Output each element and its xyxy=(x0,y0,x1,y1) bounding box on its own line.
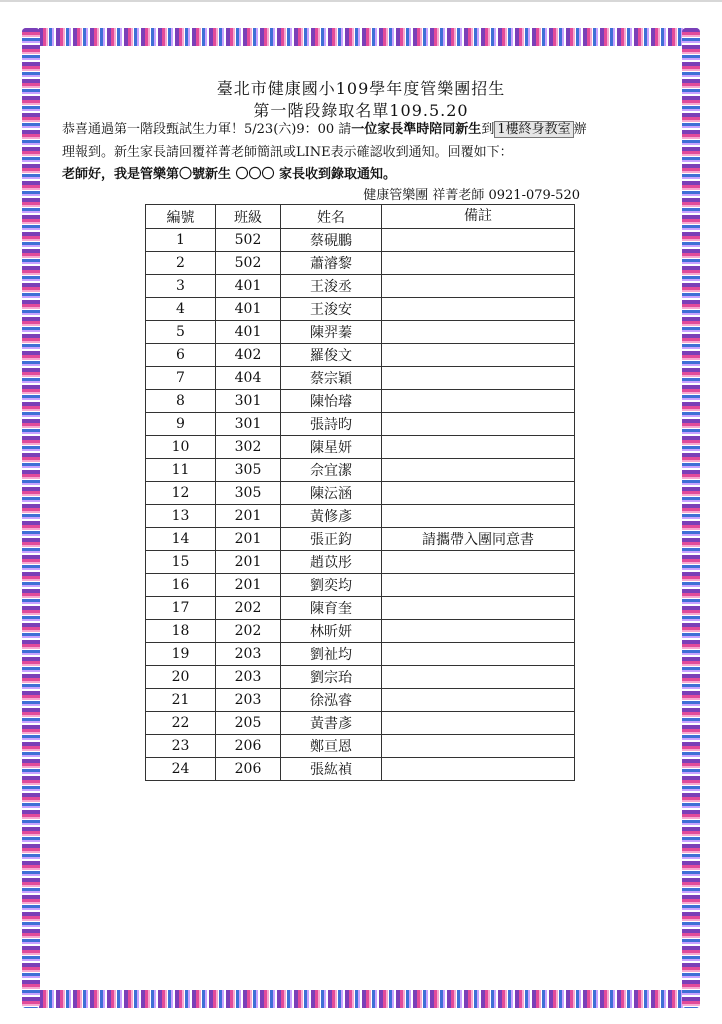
header-name: 姓名 xyxy=(281,205,382,229)
cell-class: 502 xyxy=(216,229,281,252)
document-subtitle: 第一階段錄取名單109.5.20 xyxy=(253,101,469,120)
teacher-signature: 健康管樂團 祥菁老師 0921-079-520 xyxy=(363,188,580,203)
cell-number: 10 xyxy=(146,436,216,459)
cell-remarks xyxy=(382,367,575,390)
cell-class: 301 xyxy=(216,390,281,413)
cell-name: 蔡宗穎 xyxy=(281,367,382,390)
table-header-row xyxy=(146,205,575,229)
cell-number: 19 xyxy=(146,643,216,666)
cell-number: 20 xyxy=(146,666,216,689)
table-row xyxy=(146,712,575,735)
cell-name: 黃修彥 xyxy=(281,505,382,528)
table-row xyxy=(146,666,575,689)
decorative-border-right xyxy=(682,28,700,1008)
location-highlight: 1樓終身教室 xyxy=(494,121,573,138)
table-row xyxy=(146,367,575,390)
notice-text: 到 xyxy=(481,122,495,137)
table-row xyxy=(146,413,575,436)
cell-number: 13 xyxy=(146,505,216,528)
table-row xyxy=(146,321,575,344)
cell-remarks xyxy=(382,505,575,528)
cell-name: 劉祉均 xyxy=(281,643,382,666)
cell-number: 21 xyxy=(146,689,216,712)
cell-number: 2 xyxy=(146,252,216,275)
cell-class: 502 xyxy=(216,252,281,275)
cell-class: 202 xyxy=(216,597,281,620)
cell-class: 402 xyxy=(216,344,281,367)
decorative-border-top xyxy=(22,28,700,46)
cell-name: 劉奕均 xyxy=(281,574,382,597)
header-remarks: 備註 xyxy=(382,205,575,229)
cell-number: 5 xyxy=(146,321,216,344)
cell-number: 9 xyxy=(146,413,216,436)
table-row xyxy=(146,252,575,275)
cell-name: 陳沄涵 xyxy=(281,482,382,505)
cell-number: 6 xyxy=(146,344,216,367)
cell-remarks xyxy=(382,390,575,413)
notice-line-2: 理報到。新生家長請回覆祥菁老師簡訊或LINE表示確認收到通知。回覆如下： xyxy=(62,145,513,160)
cell-name: 張詩昀 xyxy=(281,413,382,436)
notice-text: 辦 xyxy=(573,122,587,137)
table-row xyxy=(146,597,575,620)
table-row xyxy=(146,344,575,367)
cell-name: 鄭亘恩 xyxy=(281,735,382,758)
table-row xyxy=(146,229,575,252)
cell-remarks xyxy=(382,620,575,643)
cell-remarks xyxy=(382,298,575,321)
cell-remarks xyxy=(382,735,575,758)
cell-remarks xyxy=(382,666,575,689)
cell-class: 301 xyxy=(216,413,281,436)
cell-remarks xyxy=(382,689,575,712)
table-row xyxy=(146,459,575,482)
cell-class: 302 xyxy=(216,436,281,459)
cell-remarks xyxy=(382,459,575,482)
table-row xyxy=(146,436,575,459)
cell-number: 17 xyxy=(146,597,216,620)
cell-remarks xyxy=(382,321,575,344)
table-row xyxy=(146,689,575,712)
header-class: 班級 xyxy=(216,205,281,229)
cell-name: 黃書彥 xyxy=(281,712,382,735)
cell-name: 陳羿蓁 xyxy=(281,321,382,344)
cell-number: 1 xyxy=(146,229,216,252)
cell-number: 8 xyxy=(146,390,216,413)
cell-name: 陳育奎 xyxy=(281,597,382,620)
cell-remarks xyxy=(382,413,575,436)
cell-class: 401 xyxy=(216,321,281,344)
decorative-border-left xyxy=(22,28,40,1008)
table-row xyxy=(146,482,575,505)
table-row xyxy=(146,758,575,781)
cell-class: 205 xyxy=(216,712,281,735)
cell-number: 4 xyxy=(146,298,216,321)
cell-name: 王浚安 xyxy=(281,298,382,321)
notice-line-1 xyxy=(62,118,662,141)
cell-name: 徐泓睿 xyxy=(281,689,382,712)
reply-template: 老師好，我是管樂第〇號新生 〇〇〇 家長收到錄取通知。 xyxy=(62,167,397,182)
cell-number: 12 xyxy=(146,482,216,505)
cell-remarks xyxy=(382,482,575,505)
table-row xyxy=(146,643,575,666)
cell-name: 張正鈞 xyxy=(281,528,382,551)
cell-class: 203 xyxy=(216,689,281,712)
cell-name: 蕭濬黎 xyxy=(281,252,382,275)
table-row xyxy=(146,298,575,321)
document-title: 臺北市健康國小109學年度管樂團招生 xyxy=(216,79,506,98)
cell-class: 201 xyxy=(216,574,281,597)
cell-class: 401 xyxy=(216,275,281,298)
table-row xyxy=(146,275,575,298)
cell-name: 陳怡璿 xyxy=(281,390,382,413)
cell-name: 劉宗珆 xyxy=(281,666,382,689)
cell-name: 佘宜潔 xyxy=(281,459,382,482)
cell-class: 203 xyxy=(216,666,281,689)
cell-name: 王浚丞 xyxy=(281,275,382,298)
admission-table xyxy=(145,204,575,781)
table-row xyxy=(146,390,575,413)
cell-class: 201 xyxy=(216,551,281,574)
cell-number: 22 xyxy=(146,712,216,735)
cell-remarks: 請攜帶入團同意書 xyxy=(382,528,575,551)
table-row xyxy=(146,551,575,574)
table-body xyxy=(146,229,575,781)
cell-remarks xyxy=(382,643,575,666)
page-top-edge xyxy=(0,0,722,2)
cell-remarks xyxy=(382,551,575,574)
cell-remarks xyxy=(382,712,575,735)
cell-class: 202 xyxy=(216,620,281,643)
decorative-border-bottom xyxy=(22,990,700,1008)
cell-class: 404 xyxy=(216,367,281,390)
cell-class: 305 xyxy=(216,482,281,505)
cell-number: 14 xyxy=(146,528,216,551)
cell-class: 206 xyxy=(216,735,281,758)
cell-remarks xyxy=(382,436,575,459)
notice-emphasis: 一位家長準時陪同新生 xyxy=(351,122,482,137)
cell-class: 305 xyxy=(216,459,281,482)
cell-number: 16 xyxy=(146,574,216,597)
cell-class: 201 xyxy=(216,528,281,551)
cell-remarks xyxy=(382,597,575,620)
cell-number: 23 xyxy=(146,735,216,758)
cell-number: 15 xyxy=(146,551,216,574)
cell-number: 11 xyxy=(146,459,216,482)
table-row xyxy=(146,735,575,758)
cell-class: 206 xyxy=(216,758,281,781)
cell-name: 林昕妍 xyxy=(281,620,382,643)
cell-class: 401 xyxy=(216,298,281,321)
cell-name: 趙苡彤 xyxy=(281,551,382,574)
cell-class: 203 xyxy=(216,643,281,666)
cell-name: 陳星妍 xyxy=(281,436,382,459)
table-row xyxy=(146,620,575,643)
cell-remarks xyxy=(382,758,575,781)
cell-remarks xyxy=(382,275,575,298)
header-number: 編號 xyxy=(146,205,216,229)
cell-remarks xyxy=(382,574,575,597)
cell-name: 張紘禎 xyxy=(281,758,382,781)
cell-number: 3 xyxy=(146,275,216,298)
cell-name: 蔡硯鵬 xyxy=(281,229,382,252)
notice-text: 恭喜通過第一階段甄試生力軍！5/23(六)9：00 請 xyxy=(62,122,352,137)
cell-remarks xyxy=(382,252,575,275)
table-row xyxy=(146,574,575,597)
cell-name: 羅俊文 xyxy=(281,344,382,367)
cell-number: 24 xyxy=(146,758,216,781)
table-row xyxy=(146,528,575,551)
table-row xyxy=(146,505,575,528)
cell-class: 201 xyxy=(216,505,281,528)
cell-remarks xyxy=(382,229,575,252)
cell-number: 18 xyxy=(146,620,216,643)
cell-number: 7 xyxy=(146,367,216,390)
cell-remarks xyxy=(382,344,575,367)
